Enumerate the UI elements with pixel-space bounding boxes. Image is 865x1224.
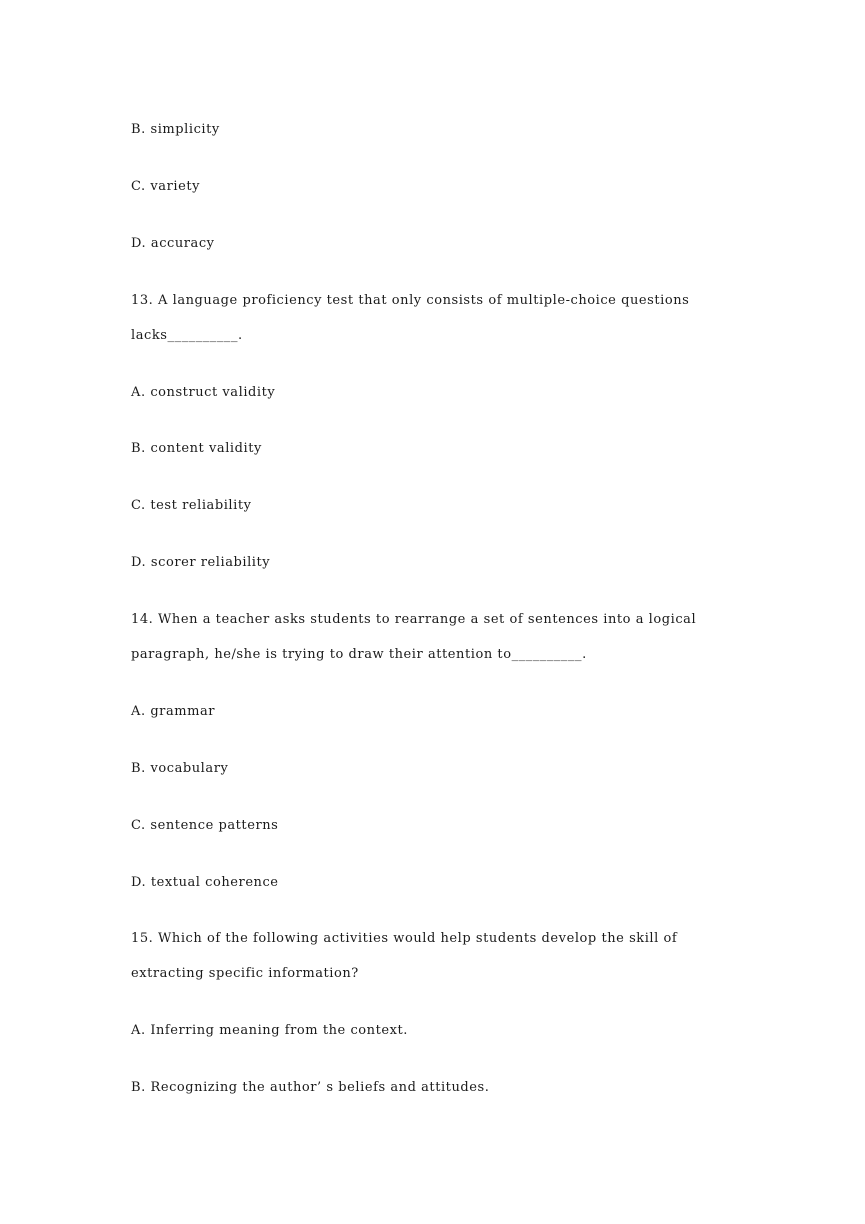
- q15-option-a: [131, 1023, 408, 1039]
- option-letter: B.: [131, 761, 146, 776]
- option-text: variety: [150, 179, 200, 194]
- q13-option-d: [131, 555, 270, 571]
- option-letter: A.: [131, 385, 146, 400]
- q14-option-a: [131, 704, 215, 720]
- q13-stem-line-2: lacks__________.: [131, 328, 243, 343]
- option-letter: D.: [131, 555, 147, 570]
- option-text: construct validity: [150, 385, 276, 400]
- option-letter: B.: [131, 441, 146, 456]
- q12-option-c: [131, 179, 200, 195]
- option-text: textual coherence: [150, 875, 279, 890]
- option-text: scorer reliability: [150, 555, 271, 570]
- option-letter: D.: [131, 875, 147, 890]
- q15-option-b: [131, 1080, 489, 1096]
- option-letter: C.: [131, 179, 146, 194]
- option-text: simplicity: [150, 122, 220, 137]
- q13-option-c: [131, 498, 252, 514]
- option-text: grammar: [150, 704, 216, 719]
- q13-option-b: [131, 441, 262, 457]
- q15-stem-line-2: extracting specific information?: [131, 966, 359, 981]
- option-text: sentence patterns: [150, 818, 279, 833]
- option-text: vocabulary: [150, 761, 229, 776]
- q13-stem-line-1: 13. A language proficiency test that only consists of multiple-choice questions: [131, 293, 690, 308]
- option-text: test reliability: [150, 498, 252, 513]
- option-letter: B.: [131, 122, 146, 137]
- q14-option-d: [131, 875, 279, 891]
- q12-option-b: [131, 122, 220, 138]
- option-text: accuracy: [150, 236, 215, 251]
- option-letter: C.: [131, 498, 146, 513]
- q12-option-d: [131, 236, 215, 252]
- q14-option-c: [131, 818, 278, 834]
- q15-stem-line-1: 15. Which of the following activities would help students develop the skill of: [131, 931, 678, 946]
- option-letter: A.: [131, 1023, 146, 1038]
- option-text: Inferring meaning from the context.: [150, 1023, 408, 1038]
- option-text: Recognizing the author’ s beliefs and attitudes.: [150, 1080, 490, 1095]
- q13-option-a: [131, 385, 275, 401]
- option-letter: A.: [131, 704, 146, 719]
- q14-option-b: [131, 761, 228, 777]
- option-letter: B.: [131, 1080, 146, 1095]
- option-letter: C.: [131, 818, 146, 833]
- option-text: content validity: [150, 441, 262, 456]
- q14-stem-line-2: paragraph, he/she is trying to draw their attention to__________.: [131, 647, 587, 662]
- q14-stem-line-1: 14. When a teacher asks students to rearrange a set of sentences into a logical: [131, 612, 697, 627]
- option-letter: D.: [131, 236, 147, 251]
